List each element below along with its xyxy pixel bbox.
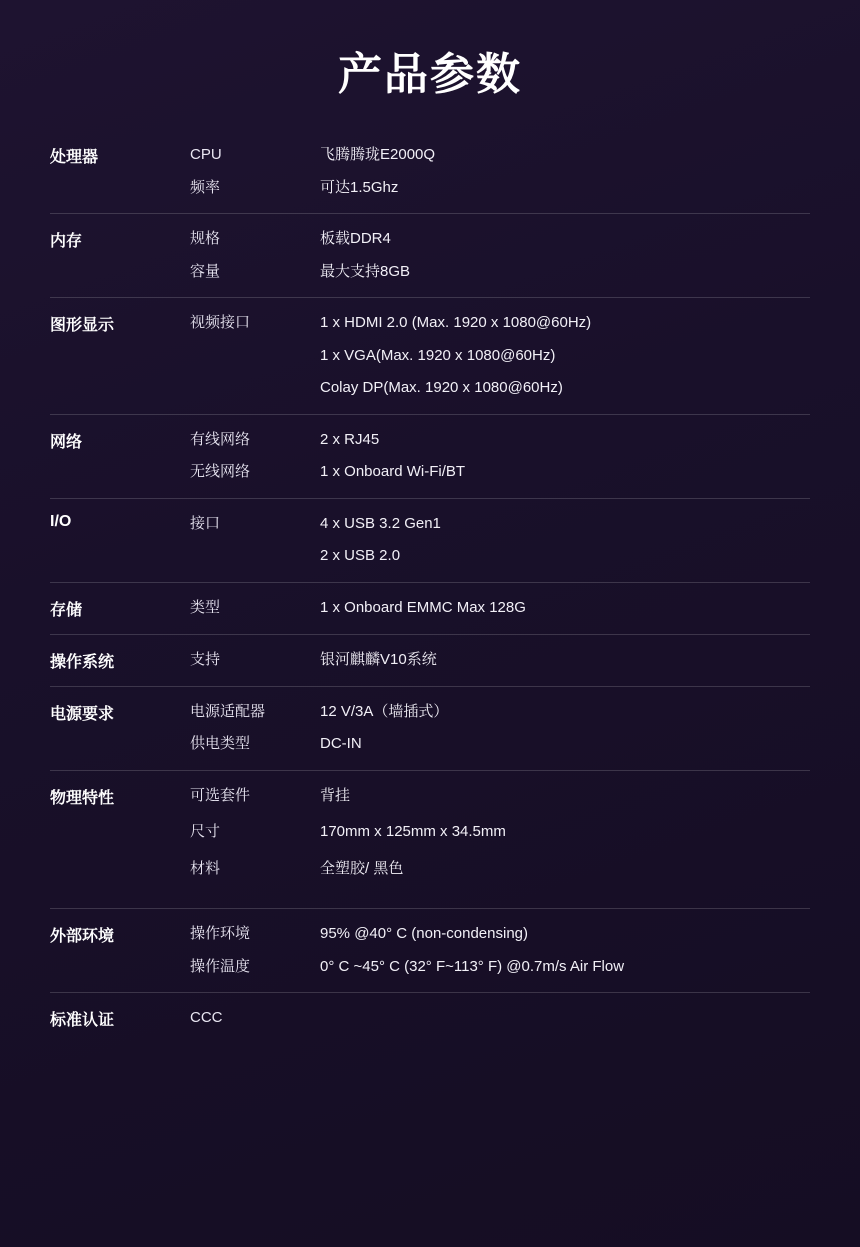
spec-item-group	[190, 214, 810, 298]
spec-item	[190, 858, 810, 881]
spec-item-label: 电源适配器	[190, 702, 266, 720]
spec-category: 存储	[50, 601, 83, 619]
spec-item-value-line: 1 x VGA(Max. 1920 x 1080@60Hz)	[320, 346, 556, 364]
spec-table	[50, 130, 810, 1044]
spec-item-group	[190, 414, 810, 498]
spec-row	[50, 634, 810, 686]
spec-item	[190, 821, 810, 844]
spec-item-label: 无线网络	[190, 463, 251, 480]
spec-item-value-line: 95% @40° C (non-condensing)	[320, 925, 529, 942]
spec-item-value-line: 最大支持8GB	[320, 262, 411, 280]
spec-item-group	[190, 298, 810, 415]
spec-item-value	[320, 821, 810, 844]
spec-item-value-line: 4 x USB 3.2 Gen1	[320, 514, 441, 532]
spec-item-value-line: 可达1.5Ghz	[320, 178, 399, 196]
spec-item-value	[320, 144, 810, 167]
spec-item	[190, 312, 810, 400]
spec-item-value-line: 1 x Onboard Wi-Fi/BT	[320, 463, 466, 480]
spec-row	[50, 130, 810, 214]
spec-item	[190, 785, 810, 808]
spec-item	[190, 649, 810, 672]
spec-item-value-line: 2 x RJ45	[320, 430, 380, 448]
spec-item-value-line: 飞腾腾珑E2000Q	[320, 146, 436, 163]
spec-item	[190, 733, 810, 756]
spec-item-value	[320, 956, 810, 979]
spec-item	[190, 177, 810, 200]
spec-item-value-line: 背挂	[320, 786, 351, 804]
spec-item-value-line: 1 x HDMI 2.0 (Max. 1920 x 1080@60Hz)	[320, 314, 592, 331]
spec-item-label: 接口	[190, 514, 221, 532]
spec-item-label: 供电类型	[190, 735, 251, 752]
spec-item-value-line: 170mm x 125mm x 34.5mm	[320, 823, 506, 840]
spec-row	[50, 909, 810, 993]
spec-category: 内存	[50, 233, 83, 250]
spec-item-value-line: 1 x Onboard EMMC Max 128G	[320, 598, 526, 616]
spec-item-value	[320, 701, 810, 724]
spec-item-value	[320, 785, 810, 808]
page-title: 产品参数	[338, 50, 522, 99]
spec-row	[50, 686, 810, 770]
spec-item	[190, 261, 810, 284]
spec-item-label: 支持	[190, 650, 221, 668]
spec-row	[50, 582, 810, 634]
spec-item	[190, 429, 810, 452]
spec-item-value-line: 银河麒麟V10系统	[320, 650, 437, 668]
spec-item-value	[320, 923, 810, 946]
spec-category: I/O	[50, 512, 72, 530]
spec-item-value-line: Colay DP(Max. 1920 x 1080@60Hz)	[320, 379, 563, 396]
spec-item-label: 视频接口	[190, 314, 251, 331]
spec-item	[190, 701, 810, 724]
spec-table-body	[50, 130, 810, 1044]
spec-item-value-line: 0° C ~45° C (32° F~113° F) @0.7m/s Air Flow	[320, 957, 625, 975]
spec-category: 电源要求	[50, 705, 115, 723]
spec-item	[190, 923, 810, 946]
spec-item-value	[320, 312, 810, 400]
spec-item-group	[190, 582, 810, 634]
spec-item-group	[190, 686, 810, 770]
spec-item-group	[190, 909, 810, 993]
spec-item-label: 操作环境	[190, 925, 251, 942]
spec-item	[190, 1007, 810, 1030]
spec-row	[50, 214, 810, 298]
spec-item-label: 类型	[190, 598, 221, 616]
spec-item-label: 尺寸	[190, 823, 221, 840]
spec-item-group	[190, 770, 810, 909]
spec-category: 网络	[50, 433, 83, 451]
spec-item-value	[320, 228, 810, 251]
spec-item-value	[320, 597, 810, 620]
spec-item-value	[320, 733, 810, 756]
spec-item	[190, 513, 810, 568]
spec-item	[190, 144, 810, 167]
spec-item-label: CPU	[190, 146, 222, 163]
spec-item-value-line: 12 V/3A（墙插式）	[320, 702, 449, 720]
spec-item-value	[320, 461, 810, 484]
spec-item-value	[320, 513, 810, 568]
spec-row	[50, 993, 810, 1045]
spec-item-group	[190, 634, 810, 686]
spec-row	[50, 414, 810, 498]
spec-item-label: 材料	[190, 859, 221, 877]
spec-row	[50, 770, 810, 909]
spec-category: 操作系统	[50, 653, 115, 671]
spec-item-group	[190, 498, 810, 582]
spec-category: 图形显示	[50, 317, 115, 334]
spec-item-value	[320, 429, 810, 452]
spec-item-label: 规格	[190, 230, 221, 247]
spec-item-label: 操作温度	[190, 957, 251, 975]
spec-category: 处理器	[50, 149, 99, 166]
spec-item-label: 频率	[190, 178, 221, 196]
spec-item-label: 容量	[190, 262, 221, 280]
spec-item-label: 可选套件	[190, 786, 251, 804]
spec-item	[190, 956, 810, 979]
spec-row	[50, 298, 810, 415]
spec-item-value-line: 板载DDR4	[320, 230, 391, 247]
spec-category: 标准认证	[50, 1012, 115, 1029]
spec-item-value-line: DC-IN	[320, 735, 362, 752]
spec-category: 外部环境	[50, 928, 115, 945]
spec-item-group	[190, 130, 810, 214]
spec-category: 物理特性	[50, 789, 115, 807]
spec-row	[50, 498, 810, 582]
spec-item-value	[320, 261, 810, 284]
spec-item-value	[320, 177, 810, 200]
spec-item-value-line: 2 x USB 2.0	[320, 547, 401, 564]
spec-item-value-line: 全塑胶/ 黑色	[320, 859, 404, 877]
spec-item-group	[190, 993, 810, 1045]
spec-item-label: CCC	[190, 1009, 223, 1026]
spec-item	[190, 228, 810, 251]
spec-item	[190, 461, 810, 484]
spec-item-value	[320, 649, 810, 672]
spec-item-label: 有线网络	[190, 430, 251, 448]
spec-item	[190, 597, 810, 620]
spec-item-value	[320, 858, 810, 881]
